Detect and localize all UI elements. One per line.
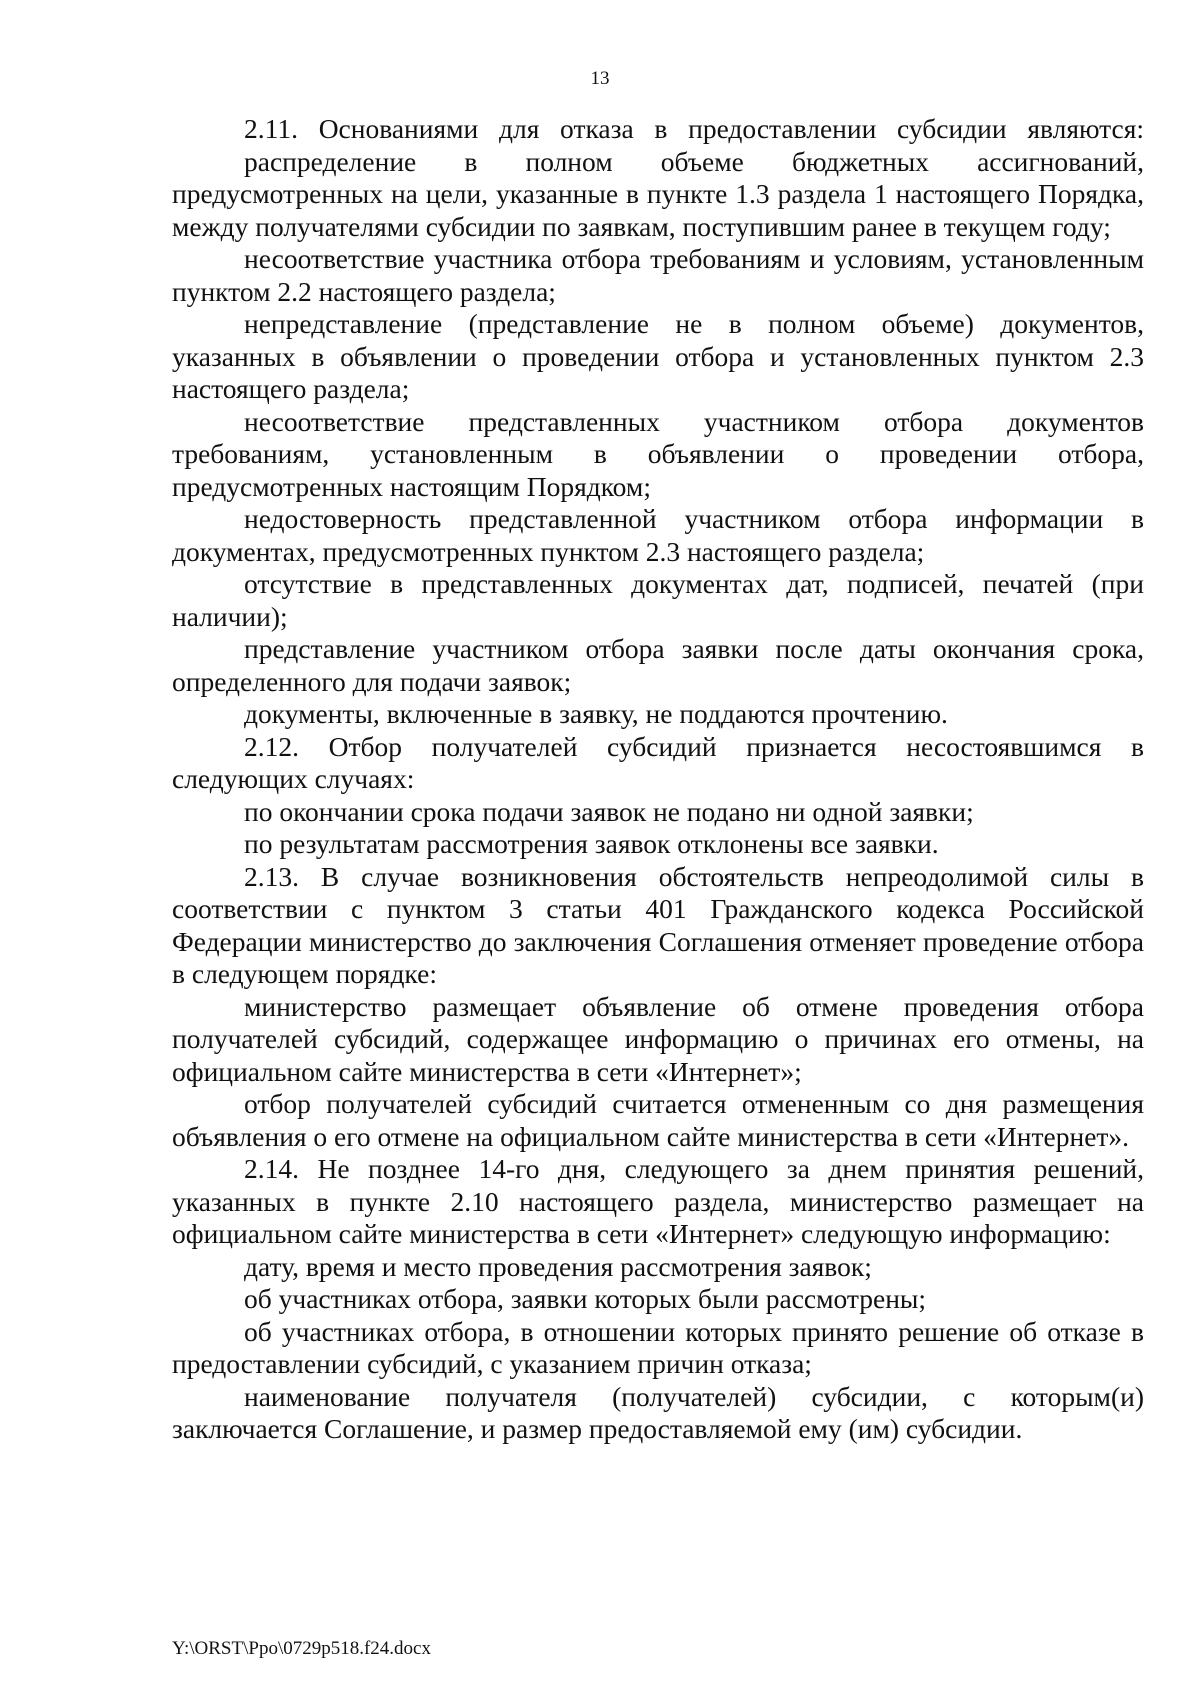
paragraph-late-application: представление участником отбора заявки после даты окончания срока, определенного для подачи заявок; [172,633,1144,697]
document-body [172,113,1144,1446]
paragraph-documents-not-submitted: непредставление (представление не в полном объеме) документов, указанных в объявлении о проведении отбора и установленных пунктом 2.3 настоящего раздела; [172,308,1144,404]
paragraph-unreadable-documents: документы, включенные в заявку, не поддаются прочтению. [244,698,948,729]
paragraph-2-13-heading: 2.13. В случае возникновения обстоятельств непреодолимой силы в соответствии с пунктом 3 статьи 401 Гражданского кодекса Российской Федерации министерство до заключения Соглашения отменяет проведение отбора в следующем порядке: [172,860,1144,989]
paragraph-false-information: недостоверность представленной участником отбора информации в документах, предусмотренных пунктом 2.3 настоящего раздела; [172,503,1144,567]
paragraph-cancellation-effective: отбор получателей субсидий считается отмененным со дня размещения объявления о его отмене на официальном сайте министерства в сети «Интернет». [172,1088,1144,1152]
paragraph-documents-noncompliance: несоответствие представленных участником отбора документов требованиям, установленным в объявлении о проведении отбора, предусмотренных настоящим Порядком; [172,405,1144,502]
footer-file-path: Y:\ORST\Ppo\0729p518.f24.docx [172,1638,431,1659]
paragraph-review-date-place: дату, время и место проведения рассмотрения заявок; [244,1250,872,1282]
page-number: 13 [590,68,610,89]
paragraph-reviewed-participants: об участниках отбора, заявки которых были рассмотрены; [244,1283,927,1314]
paragraph-cancellation-notice: министерство размещает объявление об отмене проведения отбора получателей субсидий, содержащее информацию о причинах его отмены, на официальном сайте министерства в сети «Интернет»; [172,990,1144,1087]
paragraph-missing-signatures: отсутствие в представленных документах дат, подписей, печатей (при наличии); [172,568,1144,632]
paragraph-2-12-heading: 2.12. Отбор получателей субсидий признается несостоявшимся в следующих случаях: [172,730,1144,794]
paragraph-2-11-heading: 2.11. Основаниями для отказа в предоставлении субсидии являются: [244,113,1144,144]
paragraph-no-applications: по окончании срока подачи заявок не подано ни одной заявки; [244,795,974,827]
paragraph-rejected-participants: об участниках отбора, в отношении которых принято решение об отказе в предоставлении субсидий, с указанием причин отказа; [172,1315,1144,1379]
paragraph-2-14-heading: 2.14. Не позднее 14-го дня, следующего за днем принятия решений, указанных в пункте 2.10 настоящего раздела, министерство размещает на официальном сайте министерства в сети «Интернет» следующую информацию: [172,1153,1144,1249]
paragraph-all-rejected: по результатам рассмотрения заявок отклонены все заявки. [244,828,939,859]
paragraph-budget-distribution: распределение в полном объеме бюджетных ассигнований, предусмотренных на цели, указанные в пункте 1.3 раздела 1 настоящего Порядка, между получателями субсидии по заявкам, поступившим ранее в текущем году; [172,145,1144,242]
paragraph-participant-noncompliance: несоответствие участника отбора требованиям и условиям, установленным пунктом 2.2 настоящего раздела; [172,243,1144,307]
paragraph-recipient-name: наименование получателя (получателей) субсидии, с которым(и) заключается Соглашение, и размер предоставляемой ему (им) субсидии. [172,1380,1144,1444]
